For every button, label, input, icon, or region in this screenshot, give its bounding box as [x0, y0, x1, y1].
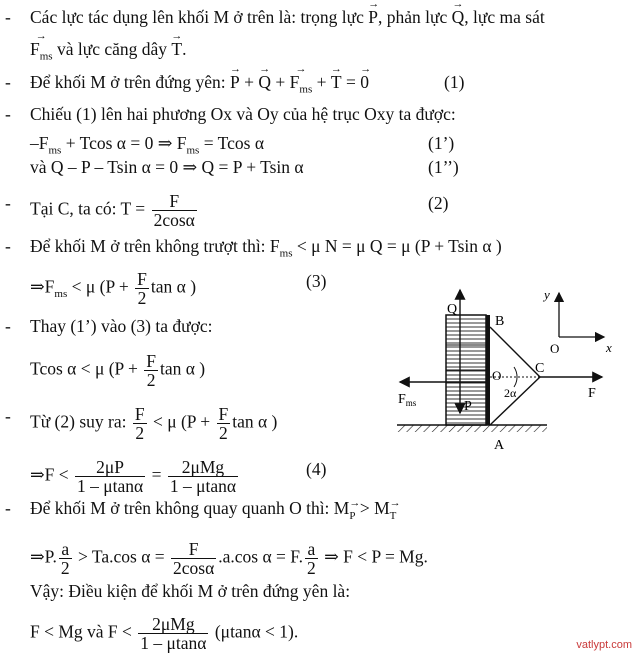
label-Q: Q [447, 302, 458, 317]
bullet: - [5, 498, 11, 518]
text: , phản lực [378, 7, 452, 27]
label-x: x [606, 340, 612, 355]
vector-P: → P [368, 6, 378, 28]
watermark: vatlypt.com [576, 639, 632, 651]
fraction: $\frac{a}{2}$ [60, 539, 70, 578]
label-F: F [588, 386, 596, 401]
fraction: $\frac{\text{2μMg}}{1 - \mu\tan\alpha}$ [169, 457, 237, 496]
text: và lực căng dây [52, 39, 172, 59]
bullet: - [5, 104, 11, 124]
text: và Q – P – Tsin α = 0 ⇒ Q = P + Tsin α [30, 157, 304, 177]
text: Các lực tác dụng lên khối M ở trên là: trọng lực [30, 7, 369, 27]
label-O-axis: O [550, 341, 560, 356]
label-C: C [535, 361, 545, 376]
label-O-inner: O [492, 368, 502, 383]
vector-P: → P [230, 71, 240, 93]
fraction: $\frac{a}{2}$ [306, 539, 316, 578]
fraction: $\frac{F}{2}$ [146, 351, 156, 390]
text: Chiếu (1) lên hai phương Ox và Oy của hệ trục Oxy ta được: [30, 104, 456, 124]
label-A: A [494, 438, 505, 453]
fraction: $\frac{F}{2\cos\alpha}$ [173, 539, 215, 578]
equation-tag: (1) [444, 72, 465, 92]
equation-tag: (1’) [428, 133, 455, 153]
vector-Fms: → $F_{ms}$ [30, 38, 53, 68]
label-P: P [464, 399, 472, 414]
fraction: $\frac{\text{2μMg}}{1 - \mu\tan\alpha}$ [140, 614, 207, 653]
equation-tag: (4) [306, 459, 327, 479]
label-y: y [544, 287, 550, 302]
equation-tag: (3) [306, 271, 327, 291]
vector-T: → T [331, 71, 342, 93]
equation-tag: (2) [428, 193, 449, 213]
text: Vậy: Điều kiện để khối M ở trên đứng yên là: [30, 581, 351, 601]
text: Để khối M ở trên đứng yên: [30, 72, 231, 92]
vector-zero: → 0 [360, 71, 369, 93]
ground-hatch [397, 425, 547, 432]
vector-T: → T [171, 38, 182, 60]
fraction: $\frac{2\mu P}{1 - \mu\tan\alpha}$ [77, 457, 144, 496]
fraction: $\frac{F}{2}$ [134, 404, 145, 443]
label-Fms: $F_{ms}$ [398, 392, 417, 408]
equation-tag: (1’’) [428, 157, 459, 177]
bullet: - [5, 316, 11, 336]
vector-Q: → Q [452, 6, 465, 28]
bullet: - [5, 7, 11, 27]
fraction: $\frac{F}{2}$ [137, 269, 147, 308]
bullet: - [5, 406, 11, 426]
text: , lực ma sát [464, 7, 545, 27]
solution-page: - Các lực tác dụng lên khối M ở trên là: trọng lực → P, phản lực → Q, lực ma sát → $F_{ms}$ và lực căng dây → T. - Để khối M ở trên đứng yên: → P + → Q + → $F_{ms}$ + → T = → 0 (1) - Chiếu (1) lên hai phương Ox và Oy của hệ trục Oxy ta được: $-F_{ms} + Tcos$ α = 0 ⇒ $F_{ms} = Tcos$ α (1’) và Q – P – Tsin α = 0 ⇒ Q = P + Tsin α (1’’) - Tại C, ta có: T = $\frac{F}{2\cos\alpha}$ (2) - Để khối M ở trên không trượt thì: $F_{ms} < \mu$ N = μ Q = μ (P + Tsin α ) $\Rightarrow F_{ms} < \mu$ (P + $\frac{F}{2}$ tan α ) (3) - Thay (1’) vào (3) ta được: Tcos α < μ (P + $\frac{F}{2}$ tan α ) - Từ (2) suy ra: $\frac{F}{2}$ < μ (P + $\frac{F}{2}$ tan α ) ⇒F < $\frac{2\mu P}{1 - \mu\tan\alpha}$ = $\frac{\text{2μMg}}{1 - \mu\tan\alpha}$ (4) - Để khối M ở trên không quay quanh O thì: M→ $_P$ > M→ $_T$ ⇒P. $\frac{a}{2}$ > Ta.cos α = $\frac{F}{2\cos\alpha}$ .a.cos α = F. $\frac{a}{2}$ ⇒ F < P = Mg. Vậy: Điều kiện để khối M ở trên đứng yên là: F < Mg và F < $\frac{\text{2μMg}}{1 - \mu\tan\alpha}$ (μtanα < 1). Q P $F_{ms}$ B A C O O x y F 2α vatlypt.com [0, 0, 640, 655]
fraction: $\frac{F}{2}$ [218, 404, 229, 443]
label-angle: 2α [504, 386, 517, 400]
fraction: $\frac{F}{2\cos\alpha}$ [153, 191, 195, 230]
force-diagram [392, 285, 637, 455]
bullet: - [5, 72, 11, 92]
vector-Q: → Q [258, 71, 271, 93]
bullet: - [5, 236, 11, 256]
bullet: - [5, 193, 11, 213]
block-edge [486, 315, 490, 425]
text: Thay (1’) vào (3) ta được: [30, 316, 213, 336]
vector-Fms: → $F_{ms}$ [290, 71, 313, 101]
label-B: B [495, 314, 505, 329]
